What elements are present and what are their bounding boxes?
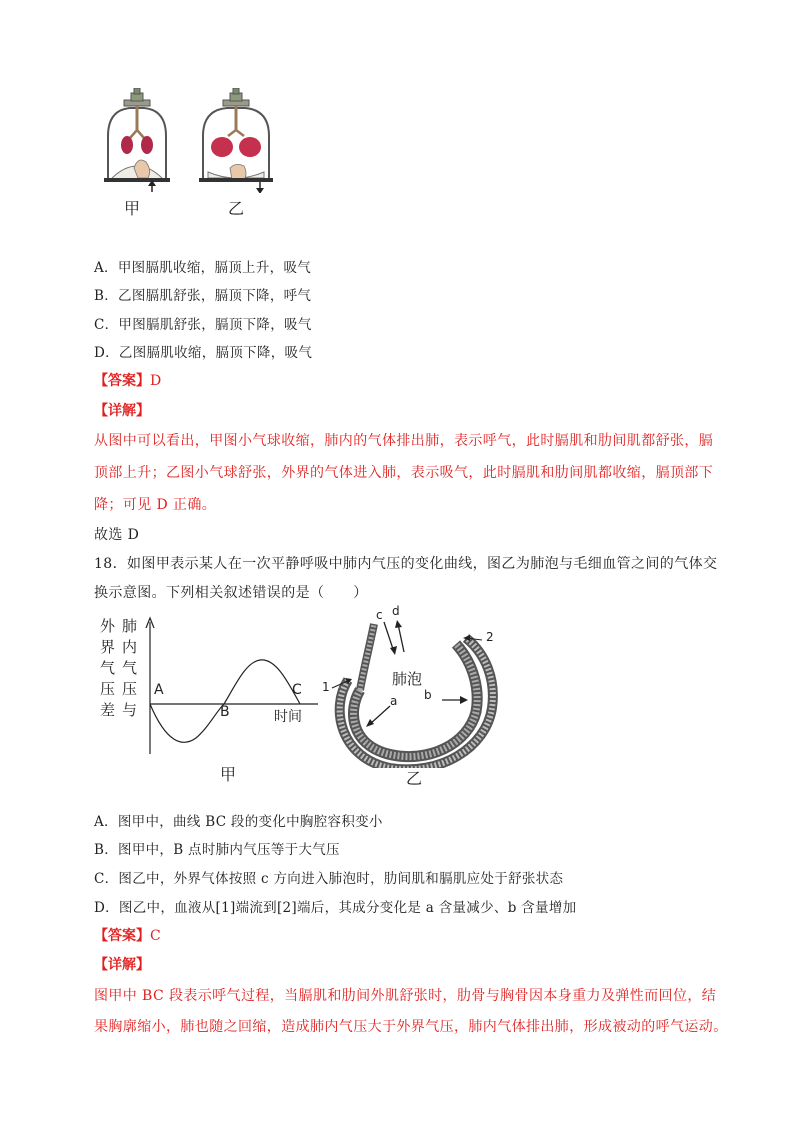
q18-option-a: A．图甲中，曲线 BC 段的变化中胸腔容积变小 (94, 814, 383, 830)
alveolus-caption: 乙 (406, 769, 423, 788)
bell-jar-right (199, 88, 273, 193)
q18-explanation-line: 图甲中 BC 段表示呼气过程，当膈肌和肋间外肌舒张时，肋骨与胸骨因本身重力及弹性而回位，结 (94, 988, 717, 1004)
label-2: 2 (486, 630, 494, 644)
q18-stem-line: 换示意图。下列相关叙述错误的是（ ） (94, 585, 368, 601)
label-b: b (424, 688, 432, 702)
arrow-c (390, 646, 397, 655)
answer-tag: 【答案】 (94, 373, 150, 389)
pressure-curve (150, 660, 300, 742)
q17-option-d: D．乙图膈肌收缩，膈顶下降，吸气 (94, 345, 313, 361)
label-a: a (390, 694, 398, 708)
arrow-d (395, 620, 402, 628)
q17-option-b: B．乙图膈肌舒张，膈顶下降，呼气 (94, 288, 312, 304)
q17-option-a: A．甲图膈肌收缩，膈顶上升，吸气 (94, 260, 312, 276)
ylabel-col2: 肺 内 气 压 与 (122, 617, 138, 719)
point-b-label: B (220, 704, 230, 720)
label-c: c (376, 608, 383, 622)
q18-stem-line: 18．如图甲表示某人在一次平静呼吸中肺内气压的变化曲线，图乙为肺泡与毛细血管之间的气体交 (94, 556, 718, 572)
q17-explanation-line: 从图中可以看出，甲图小气球收缩，肺内的气体排出肺，表示呼气，此时膈肌和肋间肌都舒张，膈 (94, 433, 714, 449)
label-d: d (392, 604, 400, 618)
q17-conclusion: 故选 D (94, 527, 140, 543)
q17-detail-tag: 【详解】 (94, 403, 150, 419)
arrow-b (460, 696, 468, 704)
pressure-graph (96, 612, 326, 787)
point-c-label: C (292, 682, 302, 698)
arrow-a (366, 719, 374, 727)
q18-option-c: C．图乙中，外界气体按照 c 方向进入肺泡时，肋间肌和膈肌应处于舒张状态 (94, 871, 564, 887)
answer-value: D (150, 373, 162, 389)
q17-explanation-line: 顶部上升；乙图小气球舒张，外界的气体进入肺，表示吸气，此时膈肌和肋间肌都收缩，膈顶部下 (94, 465, 714, 481)
answer-value: C (150, 928, 161, 944)
ylabel-col1: 外 界 气 压 差 (100, 617, 116, 719)
q17-explanation-line: 降；可见 D 正确。 (94, 497, 217, 513)
alveolus-center-label: 肺泡 (392, 670, 423, 688)
q17-option-c: C．甲图膈肌舒张，膈顶下降，吸气 (94, 317, 312, 333)
q18-answer (94, 925, 161, 945)
q17-answer (94, 370, 161, 390)
q18-option-d: D．图乙中，血液从[1]端流到[2]端后，其成分变化是 a 含量减少、b 含量增加 (94, 900, 577, 916)
answer-tag: 【答案】 (94, 928, 150, 944)
bell-jar-figure (90, 88, 290, 193)
q18-detail-tag: 【详解】 (94, 957, 150, 973)
point-a-label: A (154, 682, 164, 698)
q18-explanation-line: 果胸廓缩小，肺也随之回缩，造成肺内气压大于外界气压，肺内气体排出肺，形成被动的呼气运动。 (94, 1019, 728, 1035)
figure-label-jia: 甲 (124, 199, 141, 218)
graph-caption: 甲 (220, 765, 237, 784)
alveolus-diagram (318, 604, 508, 793)
bell-jar-left (104, 88, 170, 192)
x-axis-label: 时间 (274, 709, 302, 725)
q18-option-b: B．图甲中，B 点时肺内气压等于大气压 (94, 842, 340, 858)
label-1: 1 (322, 680, 330, 694)
figure-label-yi: 乙 (228, 199, 245, 218)
